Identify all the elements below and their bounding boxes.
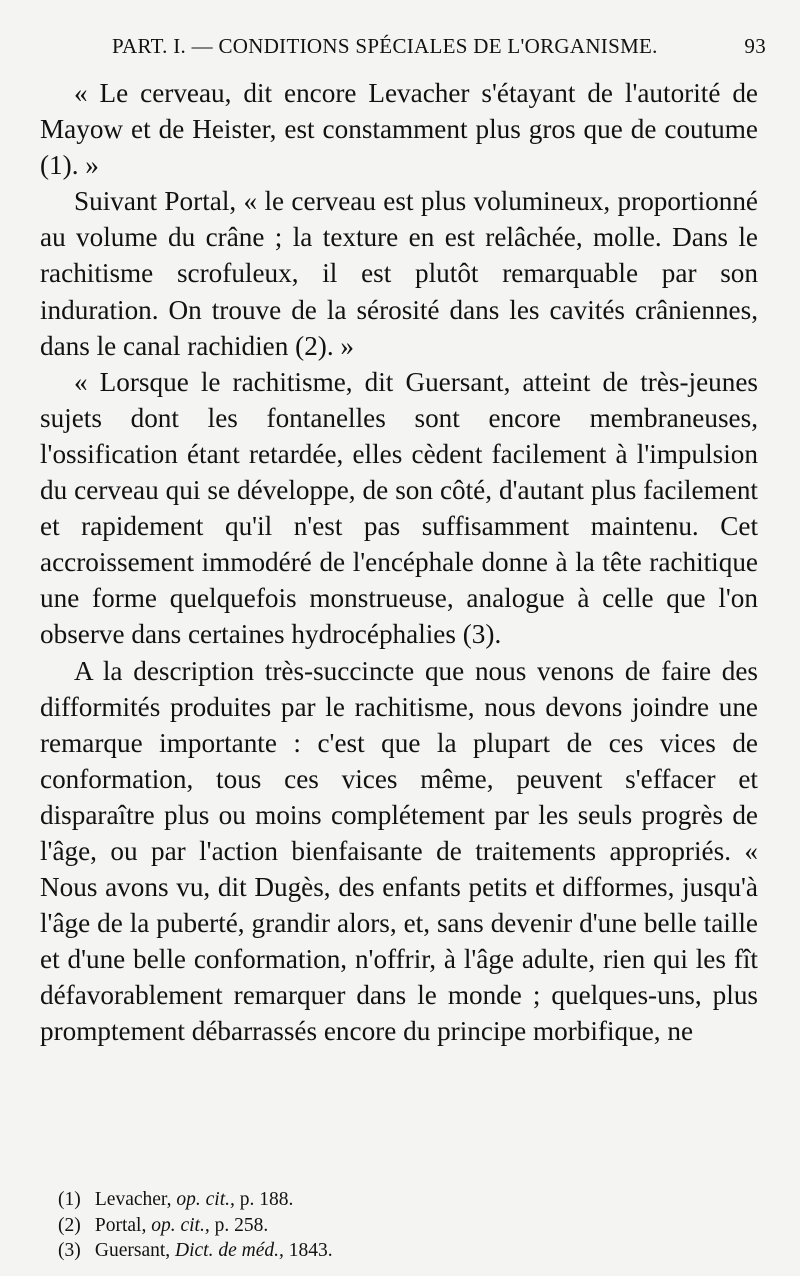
running-header: [112, 34, 770, 59]
paragraph: A la description très-succincte que nous venons de faire des difformités produites par le rachitisme, nous devons joindre une remarque importante : c'est que la plupart de ces vices de conformation, tous ces vices même, peuvent s'effacer et disparaître plus ou moins complétement par les seuls progrès de l'âge, ou par l'action bienfaisante de traitements appropriés. « Nous avons vu, dit Dugès, des enfants petits et difformes, jusqu'à l'âge de la puberté, grandir alors, et, sans devenir d'une belle taille et d'une belle conformation, n'offrir, à l'âge adulte, rien qui les fît défavorablement remarquer dans le monde ; quelques-uns, plus promptement débarrassés encore du principe morbifique, ne: [40, 655, 758, 1047]
footnote-location: p. 258.: [214, 1214, 269, 1236]
footnote: [58, 1187, 758, 1213]
footnote-work: op. cit.,: [176, 1189, 235, 1210]
footnote-number: (3): [58, 1240, 81, 1261]
footnotes: [58, 1187, 758, 1264]
paragraph: « Lorsque le rachitisme, dit Guersant, atteint de très-jeunes sujets dont les fontanelles sont encore membraneuses, l'ossification étant retardée, elles cèdent facilement à l'impulsion du cerveau qui se développe, de son côté, d'autant plus facilement et rapidement qu'il n'est pas suffisamment maintenu. Cet accroissement immodéré de l'encéphale donne à la tête rachitique une forme quelquefois monstrueuse, analogue à celle que l'on observe dans certaines hydrocéphalies (3).: [40, 366, 758, 650]
footnote-location: p. 188.: [239, 1189, 294, 1210]
footnote: [58, 1213, 758, 1239]
page-number: 93: [744, 34, 766, 58]
footnote-number: (2): [58, 1214, 81, 1236]
body-text: [40, 75, 758, 1050]
paragraph: « Le cerveau, dit encore Levacher s'étayant de l'autorité de Mayow et de Heister, est constamment plus gros que de coutume (1). »: [40, 78, 758, 181]
footnote-location: 1843.: [288, 1240, 333, 1261]
footnote-author: Levacher,: [94, 1189, 172, 1210]
footnote-work: Dict. de méd.,: [175, 1240, 284, 1261]
footnote-number: (1): [58, 1189, 81, 1210]
paragraph: Suivant Portal, « le cerveau est plus volumineux, proportionné au volume du crâne ; la texture en est relâchée, molle. Dans le rachitisme scrofuleux, il est plutôt remarquable par son induration. On trouve de la sérosité dans les cavités crâniennes, dans le canal rachidien (2). »: [40, 186, 758, 361]
footnote-author: Portal,: [94, 1214, 147, 1236]
footnote-work: op. cit.,: [151, 1214, 210, 1236]
running-title: PART. I. — CONDITIONS SPÉCIALES DE L'ORGANISME.: [112, 34, 658, 58]
footnote-author: Guersant,: [94, 1240, 171, 1261]
footnote: [58, 1238, 758, 1264]
